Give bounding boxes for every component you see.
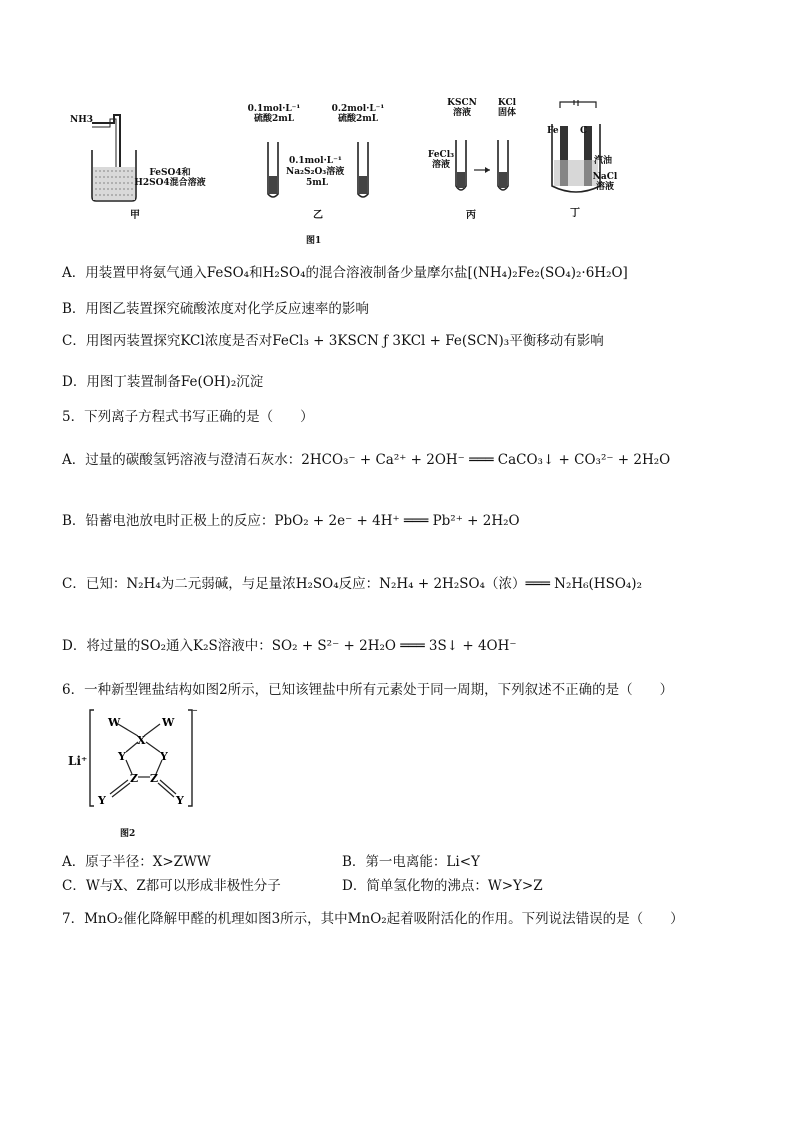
- q5-option-c: C．已知：N₂H₄为二元弱碱，与足量浓H₂SO₄反应：N₂H₄ + 2H₂SO₄（浓）═══ N₂H₆(HSO₄)₂: [62, 576, 642, 592]
- yi-caption: 乙: [313, 210, 323, 221]
- q7-stem: 7．MnO₂催化降解甲醛的机理如图3所示，其中MnO₂起着吸附活化的作用。下列说法错误的是（ ）: [62, 911, 684, 927]
- q6-stem: 6．一种新型锂盐结构如图2所示，已知该锂盐中所有元素处于同一周期，下列叙述不正确的是（ ）: [62, 682, 674, 698]
- ding-c-label: C: [580, 126, 588, 136]
- apparatus-bing-diagram: [450, 138, 520, 200]
- yi-right-reagent: 0.2mol·L⁻¹硫酸2mL: [331, 104, 385, 124]
- ding-caption: 丁: [570, 208, 580, 219]
- ding-oil-label: 汽油: [594, 156, 613, 166]
- q4-option-b: B．用图乙装置探究硫酸浓度对化学反应速率的影响: [62, 301, 369, 317]
- atom-w-left: W: [108, 716, 121, 729]
- jia-caption: 甲: [130, 210, 140, 221]
- yi-bottom-solution: Na₂S₂O₃溶液: [286, 167, 345, 177]
- bing-caption: 丙: [466, 210, 476, 221]
- ding-nacl-label: NaCl溶液: [592, 172, 618, 192]
- q4-option-c: C．用图丙装置探究KCl浓度是否对FeCl₃ + 3KSCN ƒ 3KCl + Fe(SCN)₃平衡移动有影响: [62, 333, 604, 349]
- figure-2-caption: 图2: [120, 829, 136, 839]
- anion-charge: ⁻: [192, 706, 198, 719]
- atom-y-left: Y: [118, 750, 126, 763]
- q5-option-b: B．铅蓄电池放电时正极上的反应：PbO₂ + 2e⁻ + 4H⁺ ═══ Pb²⁺ + 2H₂O: [62, 513, 520, 529]
- yi-bottom-conc: 0.1mol·L⁻¹: [289, 156, 342, 166]
- q6-option-c: C．W与X、Z都可以形成非极性分子: [62, 878, 281, 894]
- bing-kcl-label: KCl固体: [497, 98, 517, 118]
- atom-y-right: Y: [160, 750, 168, 763]
- bing-kscn-label: KSCN溶液: [447, 98, 477, 118]
- q4-option-d: D．用图丁装置制备Fe(OH)₂沉淀: [62, 374, 264, 390]
- q5-option-d: D．将过量的SO₂通入K₂S溶液中：SO₂ + S²⁻ + 2H₂O ═══ 3S↓ + 4OH⁻: [62, 638, 517, 654]
- q6-option-b: B．第一电离能：Li<Y: [342, 854, 480, 870]
- figure-1-caption: 图1: [306, 236, 322, 246]
- ding-fe-label: Fe: [547, 126, 559, 136]
- jia-solution-label: FeSO4和H2SO4混合溶液: [134, 168, 206, 188]
- yi-bottom-volume: 5mL: [306, 178, 329, 188]
- q4-option-a: A．用装置甲将氨气通入FeSO₄和H₂SO₄的混合溶液制备少量摩尔盐[(NH₄)₂Fe₂(SO₄)₂·6H₂O]: [62, 265, 628, 281]
- lithium-salt-structure: [88, 706, 198, 812]
- yi-left-reagent: 0.1mol·L⁻¹硫酸2mL: [247, 104, 301, 124]
- q6-option-d: D．简单氢化物的沸点：W>Y>Z: [342, 878, 543, 894]
- atom-y-bottom-right: Y: [176, 794, 184, 807]
- atom-w-right: W: [162, 716, 175, 729]
- q5-stem: 5．下列离子方程式书写正确的是（ ）: [62, 409, 314, 425]
- jia-gas-label: NH3: [70, 115, 93, 125]
- atom-z-right: Z: [150, 772, 159, 785]
- li-cation-label: Li⁺: [68, 754, 88, 768]
- atom-z-left: Z: [130, 772, 139, 785]
- atom-x: X: [137, 734, 146, 747]
- q6-option-a: A．原子半径：X>ZWW: [62, 854, 211, 870]
- q5-option-a: A．过量的碳酸氢钙溶液与澄清石灰水：2HCO₃⁻ + Ca²⁺ + 2OH⁻ ═══ CaCO₃↓ + CO₃²⁻ + 2H₂O: [62, 452, 671, 468]
- atom-y-bottom-left: Y: [98, 794, 106, 807]
- bing-fecl3-label: FeCl₃溶液: [427, 150, 455, 170]
